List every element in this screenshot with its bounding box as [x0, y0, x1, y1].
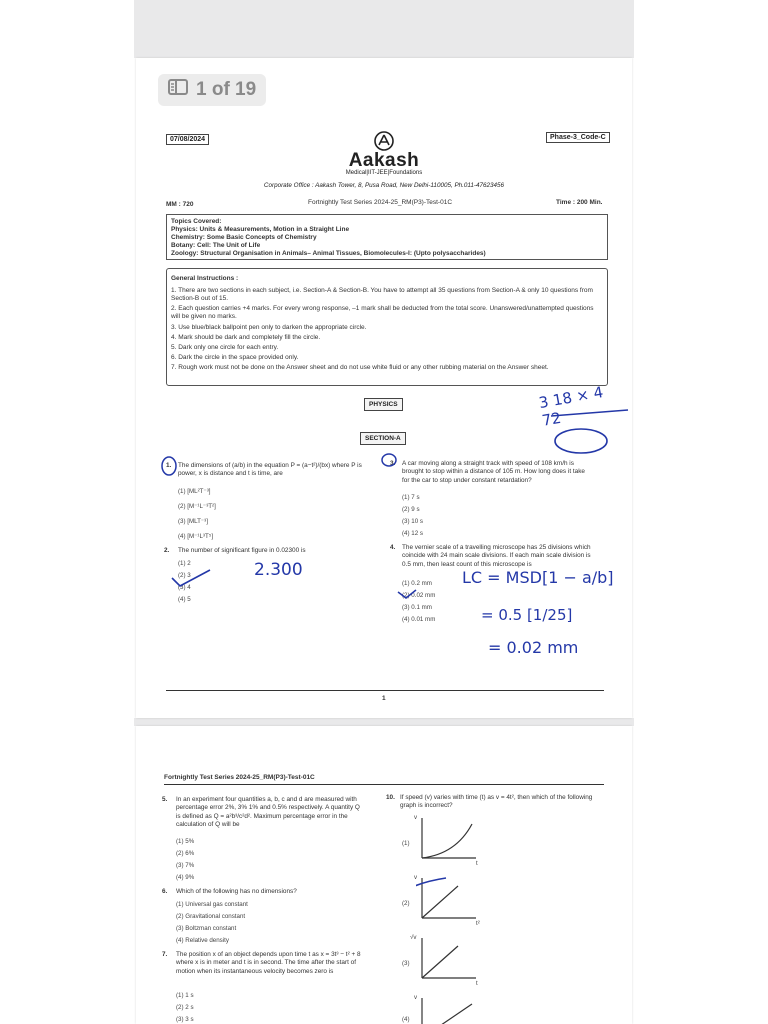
topic-botany: Botany: Cell: The Unit of Life: [171, 242, 261, 249]
document-page-2: [136, 726, 632, 1024]
q3-option-3: (3) 10 s: [402, 518, 423, 525]
q4-option-3: (3) 0.1 mm: [402, 604, 432, 611]
topic-physics: Physics: Units & Measurements, Motion in a Straight Line: [171, 226, 350, 233]
viewer-gap: [134, 718, 634, 726]
graph-2-t2-label: t²: [476, 920, 480, 927]
q1-option-2: (2) [M⁻¹L⁻³T²]: [178, 503, 216, 510]
q5-option-4: (4) 9%: [176, 874, 195, 881]
instruction-3: 3. Use blue/black ballpoint pen only to darken the appropriate circle.: [171, 324, 367, 331]
handwritten-least-count-3: = 0.02 mm: [488, 638, 579, 657]
q7-option-3: (3) 3 s: [176, 1016, 194, 1023]
graph-3-t-label: t: [476, 980, 478, 987]
graph-4: [422, 998, 476, 1024]
q2-text: The number of significant figure in 0.02300 is: [178, 547, 306, 554]
q5-option-3: (3) 7%: [176, 862, 195, 869]
topic-chemistry: Chemistry: Some Basic Concepts of Chemistry: [171, 234, 317, 241]
q3-text: A car moving along a straight track with speed of 108 km/h is brought to stop within a distance of 105 m. How long does it take for the car to stop under constant retardation?: [402, 460, 585, 484]
q2-option-4: (4) 5: [178, 596, 191, 603]
graph-4-v-label: v: [414, 994, 418, 1001]
q7-number: 7.: [162, 951, 168, 958]
q1-text: The dimensions of (a/b) in the equation P = (a−t²)/(bx) where P is power, x is distance and t is time, are: [178, 462, 362, 478]
q3-option-2: (2) 9 s: [402, 506, 420, 513]
topics-title: Topics Covered:: [171, 218, 222, 225]
q3-option-1: (1) 7 s: [402, 494, 420, 501]
brand-subtitle: Medical|IIT-JEE|Foundations: [345, 170, 423, 176]
code-box: Phase-3_Code-C: [546, 132, 610, 143]
graph-2: [422, 878, 476, 918]
instruction-6: 6. Dark the circle in the space provided only.: [171, 354, 299, 361]
page-number: 1: [382, 695, 386, 702]
max-marks: MM : 720: [166, 201, 194, 208]
q10-number: 10.: [386, 794, 395, 801]
handwritten-q2-answer: 2.300: [254, 560, 303, 580]
instructions-title: General Instructions :: [171, 275, 239, 282]
q5-text: In an experiment four quantities a, b, c and d are measured with percentage error 2%, 3% 1% and 0.5% respectively. A quantity Q is defined as Q = a²b³/c²d². Maximum percentage error in the calculation of Q will be: [176, 796, 360, 828]
q2-option-3: (3) 4: [178, 584, 191, 591]
q5-option-1: (1) 5%: [176, 838, 195, 845]
subject-label: PHYSICS: [364, 398, 403, 411]
q6-option-3: (3) Boltzman constant: [176, 925, 237, 932]
q6-option-4: (4) Relative density: [176, 937, 229, 944]
q4-option-1: (1) 0.2 mm: [402, 580, 432, 587]
time-limit: Time : 200 Min.: [556, 199, 603, 206]
q2-number: 2.: [164, 547, 170, 554]
corporate-office: Corporate Office : Aakash Tower, 8, Pusa Road, New Delhi-110005, Ph.011-47623456: [263, 182, 505, 189]
section-label: SECTION-A: [360, 432, 406, 445]
q10-option-3: (3): [402, 960, 410, 967]
graph-3-sqrtv-label: √v: [410, 934, 417, 941]
page2-header: Fortnightly Test Series 2024-25_RM(P3)-Test-01C: [164, 774, 315, 781]
q7-option-1: (1) 1 s: [176, 992, 194, 999]
instruction-1: 1. There are two sections in each subject, i.e. Section-A & Section-B. You have to attempt all 35 questions from Section-A & only 10 questions from Section-B out of 15.: [171, 287, 593, 303]
q5-number: 5.: [162, 796, 168, 803]
q10-text: If speed (v) varies with time (t) as v = 4t², then which of the following graph is incorrect?: [400, 794, 593, 810]
q6-option-1: (1) Universal gas constant: [176, 901, 248, 908]
q7-text: The position x of an object depends upon time t as x = 3t³ − t² + 8 where x is in meter and t is in second. The time after the start of motion when its instantaneous velocity becomes zero is: [176, 951, 361, 975]
q1-option-1: (1) [ML²T⁻³]: [178, 488, 211, 495]
viewer-background: [134, 0, 634, 58]
graph-1-v-label: v: [414, 814, 418, 821]
test-series: Fortnightly Test Series 2024-25_RM(P3)-Test-01C: [308, 199, 453, 206]
q4-option-4: (4) 0.01 mm: [402, 616, 436, 623]
q2-option-1: (1) 2: [178, 560, 191, 567]
q3-option-4: (4) 12 s: [402, 530, 423, 537]
q10-option-4: (4): [402, 1016, 410, 1023]
q3-number: 3.: [390, 460, 396, 467]
q4-number: 4.: [390, 544, 396, 551]
handwritten-calculation: 3 18 × 4 72: [537, 383, 605, 430]
instruction-2: 2. Each question carries +4 marks. For every wrong response, –1 mark shall be deducted from the total score. Unanswered/unattempted questions will be given no marks.: [171, 305, 594, 321]
handwritten-least-count-2: = 0.5 [1/25]: [481, 606, 573, 624]
graph-2-v-label: v: [414, 874, 418, 881]
q6-option-2: (2) Gravitational constant: [176, 913, 246, 920]
q6-text: Which of the following has no dimensions?: [176, 888, 297, 895]
q4-option-2: (2) 0.02 mm: [402, 592, 436, 599]
page-indicator-text: 1 of 19: [196, 79, 257, 100]
footer-rule: [166, 690, 604, 691]
graph-1-t-label: t: [476, 860, 478, 867]
instruction-5: 5. Dark only one circle for each entry.: [171, 344, 279, 351]
instruction-7: 7. Rough work must not be done on the Answer sheet and do not use white fluid or any other rubbing material on the Answer sheet.: [171, 364, 549, 371]
q7-option-2: (2) 2 s: [176, 1004, 194, 1011]
graph-1: [422, 818, 476, 858]
q10-graphs-icon: [416, 814, 616, 1024]
date-box: 07/08/2024: [166, 134, 209, 145]
instruction-4: 4. Mark should be dark and completely fill the circle.: [171, 334, 321, 341]
q10-option-1: (1): [402, 840, 410, 847]
document-page-1: [136, 58, 632, 718]
topic-zoology: Zoology: Structural Organisation in Animals– Animal Tissues, Biomolecules-I: (Upto polysaccharides): [171, 250, 486, 257]
q1-number: 1.: [166, 462, 172, 469]
q6-number: 6.: [162, 888, 168, 895]
brand-name: Aakash: [348, 150, 420, 171]
q2-option-2: (2) 3: [178, 572, 191, 579]
q10-option-2: (2): [402, 900, 410, 907]
page2-header-rule: [164, 784, 604, 785]
handwritten-least-count-1: LC = MSD[1 − a/b]: [462, 568, 614, 587]
q4-text: The vernier scale of a travelling microscope has 25 divisions which coincide with 24 main scale divisions. If each main scale division is 0.5 mm, then least count of this microscope is: [402, 544, 591, 568]
q5-option-2: (2) 6%: [176, 850, 195, 857]
q1-option-3: (3) [MLT⁻³]: [178, 518, 208, 525]
q1-option-4: (4) [M⁻¹L³T⁵]: [178, 533, 214, 540]
graph-3: [422, 938, 476, 978]
